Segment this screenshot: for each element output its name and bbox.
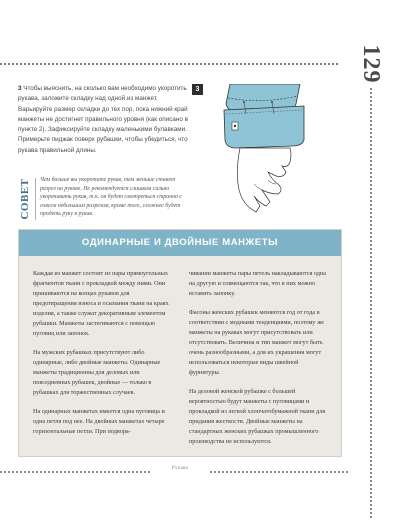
- footer-dotted-rule-left: [0, 471, 150, 473]
- footer-dotted-rule-right: [210, 471, 348, 473]
- step-number: 3: [18, 85, 22, 92]
- top-dotted-rule: [0, 63, 338, 65]
- cuffs-section-panel: [18, 229, 342, 457]
- advice-label: СОВЕТ: [19, 178, 31, 220]
- step-instruction: [18, 84, 190, 156]
- section-header-bar: [19, 230, 341, 256]
- section-title: ОДИНАРНЫЕ И ДВОЙНЫЕ МАНЖЕТЫ: [81, 237, 279, 248]
- step-text: Чтобы выяснить, на сколько вам необходимо укоротить рукава, заложите складку над одной из манжет. Варьируйте размер складки до тех пор, пока нижний край манжеты не достигнет правильного уровня (как описано в пункте 2). Зафиксируйте складку маленькими булавками. Примерьте пиджак поверх рубашки, чтобы убедиться, что рукава правильной длины.: [18, 85, 188, 154]
- section-left-column: [33, 269, 171, 446]
- section-paragraph: чивании манжеты пары петель накладываются одна на другую и совмещаются так, что в них можно вставить запонку.: [189, 270, 326, 297]
- section-paragraph: Фасоны женских рубашек меняются год от года в соответствии с модными тенденциями, поэтому же манжеты на рукавах могут присутствовать или отсутствовать. Величина и тип манжет могут быть очень разнообразными, а для их украшения могут использоваться некоторые виды швейной фурнитуры.: [189, 309, 325, 376]
- sleeve-illustration: [192, 84, 338, 219]
- advice-rule: [35, 178, 36, 220]
- advice-text: Чем больше вы укоротите рукав, тем меньше станет разрез на рукаве. Не рекомендуется слишком сильно укорачивать рукав, т.к. он будет смотреться странно с совсем небольшим разрезом, кроме того, сложнее будет продеть руку в рукав.: [40, 177, 182, 218]
- section-paragraph: На деловой женской рубашке с большей вероятностью будут манжеты с пуговицами и прокладкой из легкой хлопчатобумажной ткани для придания жесткости. Двойные манжеты на стандартных женских рубашках промышленного производства не используются.: [189, 388, 326, 445]
- side-dotted-rule: [370, 88, 372, 518]
- section-paragraph: На мужских рубашках присутствуют либо одинарные, либо двойные манжеты. Одинарные манжеты традиционны для деловых или повседневных рубашек, двойные — только в рубашках для торжественных случаев.: [33, 349, 161, 396]
- advice-box: [18, 176, 182, 220]
- sleeve-cuff-drawing: [192, 84, 338, 219]
- footer-section-label: Рукава: [171, 466, 189, 471]
- section-paragraph: Каждая из манжет состоит из пары прямоугольных фрагментов ткани с прокладкой между ними. Они пришиваются на концах рукавов для предотвращения износа и осыпания ткани на краях изделия, а также служат декоративным элементом рубашки. Манжеты застегиваются с помощью пуговиц или запонок.: [33, 270, 169, 337]
- section-right-column: [189, 269, 327, 456]
- section-paragraph: На одинарных манжетах имеется одна пуговица и одна петля под нее. На двойных манжетах четыре горизонтальные петли. При подвора-: [33, 408, 165, 435]
- illustration-badge: 3: [192, 84, 203, 95]
- page-number: 129: [358, 44, 384, 84]
